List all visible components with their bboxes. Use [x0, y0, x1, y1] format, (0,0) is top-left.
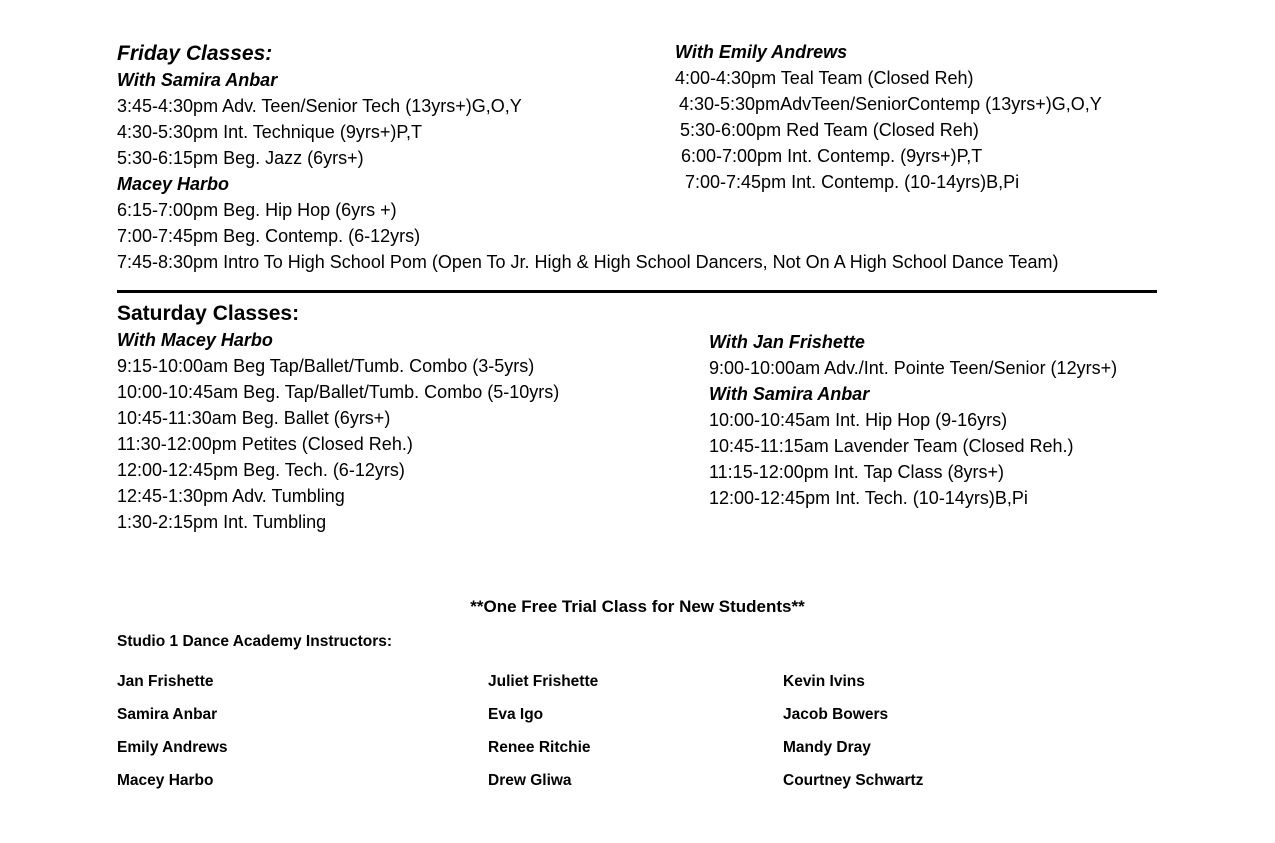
class-schedule-line: 7:00-7:45pm Int. Contemp. (10-14yrs)B,Pi: [685, 172, 1020, 192]
instructor-name: Jan Frishette: [117, 673, 214, 690]
class-schedule-line: 12:45-1:30pm Adv. Tumbling: [117, 486, 345, 506]
section-divider: [117, 290, 1157, 293]
class-schedule-line: 4:30-5:30pm Int. Technique (9yrs+)P,T: [117, 122, 423, 142]
class-schedule-line: 10:00-10:45am Beg. Tap/Ballet/Tumb. Combo (5-10yrs): [117, 382, 560, 402]
instructor-name: Macey Harbo: [117, 772, 214, 789]
friday-right-column: [675, 39, 1102, 195]
instructor-name: Emily Andrews: [117, 739, 228, 756]
saturday-left-class-list: [117, 327, 559, 535]
class-schedule-line: 9:15-10:00am Beg Tap/Ballet/Tumb. Combo (3-5yrs): [117, 356, 535, 376]
class-schedule-line: 10:00-10:45am Int. Hip Hop (9-16yrs): [709, 410, 1008, 430]
instructor-name: Juliet Frishette: [488, 673, 599, 690]
instructor-name: Samira Anbar: [117, 706, 218, 723]
class-schedule-line: 12:00-12:45pm Beg. Tech. (6-12yrs): [117, 460, 405, 480]
class-schedule-line: 10:45-11:30am Beg. Ballet (6yrs+): [117, 408, 391, 428]
class-schedule-line: 4:30-5:30pmAdvTeen/SeniorContemp (13yrs+)G,O,Y: [679, 94, 1102, 114]
class-schedule-line: 9:00-10:00am Adv./Int. Pointe Teen/Senior (12yrs+): [709, 358, 1118, 378]
friday-heading: Friday Classes:: [117, 42, 273, 65]
instructor-name: Jacob Bowers: [783, 706, 889, 723]
instructors-title: Studio 1 Dance Academy Instructors:: [117, 633, 393, 650]
class-schedule-line: 7:00-7:45pm Beg. Contemp. (6-12yrs): [117, 226, 421, 246]
class-schedule-line: 1:30-2:15pm Int. Tumbling: [117, 512, 327, 532]
class-schedule-line: 11:30-12:00pm Petites (Closed Reh.): [117, 434, 413, 454]
class-schedule-line: 10:45-11:15am Lavender Team (Closed Reh.): [709, 436, 1074, 456]
instructor-name-heading: With Samira Anbar: [117, 70, 278, 90]
instructor-name-heading: With Macey Harbo: [117, 330, 273, 350]
saturday-right-column: [709, 329, 1117, 511]
instructor-name: Drew Gliwa: [488, 772, 572, 789]
class-schedule-line: 12:00-12:45pm Int. Tech. (10-14yrs)B,Pi: [709, 488, 1028, 508]
instructor-name-heading: With Emily Andrews: [675, 42, 848, 62]
saturday-heading: Saturday Classes:: [117, 302, 300, 325]
instructor-column-1: [117, 665, 228, 797]
class-schedule-line: 4:00-4:30pm Teal Team (Closed Reh): [675, 68, 974, 88]
instructor-name: Eva Igo: [488, 706, 544, 723]
instructor-column-2: [488, 665, 598, 797]
saturday-right-class-list: [709, 329, 1117, 511]
class-schedule-line: 6:15-7:00pm Beg. Hip Hop (6yrs +): [117, 200, 397, 220]
instructor-name: Kevin Ivins: [783, 673, 865, 690]
class-schedule-line: 5:30-6:00pm Red Team (Closed Reh): [680, 120, 979, 140]
class-schedule-line: 11:15-12:00pm Int. Tap Class (8yrs+): [709, 462, 1004, 482]
friday-right-class-list: [675, 39, 1102, 195]
class-schedule-line: 7:45-8:30pm Intro To High School Pom (Open To Jr. High & High School Dancers, Not On A High School Dance Team): [117, 252, 1059, 272]
instructor-column-3: [783, 665, 923, 797]
instructor-name: Renee Ritchie: [488, 739, 591, 756]
instructor-name: Mandy Dray: [783, 739, 871, 756]
saturday-left-column: [117, 300, 559, 535]
class-schedule-line: 5:30-6:15pm Beg. Jazz (6yrs+): [117, 148, 364, 168]
instructor-name-heading: Macey Harbo: [117, 174, 230, 194]
class-schedule-line: 3:45-4:30pm Adv. Teen/Senior Tech (13yrs+)G,O,Y: [117, 96, 522, 116]
class-schedule-line: 6:00-7:00pm Int. Contemp. (9yrs+)P,T: [681, 146, 983, 166]
instructor-name-heading: With Samira Anbar: [709, 384, 870, 404]
free-trial-notice: **One Free Trial Class for New Students**: [470, 597, 805, 616]
instructor-name-heading: With Jan Frishette: [709, 332, 865, 352]
instructor-name: Courtney Schwartz: [783, 772, 924, 789]
